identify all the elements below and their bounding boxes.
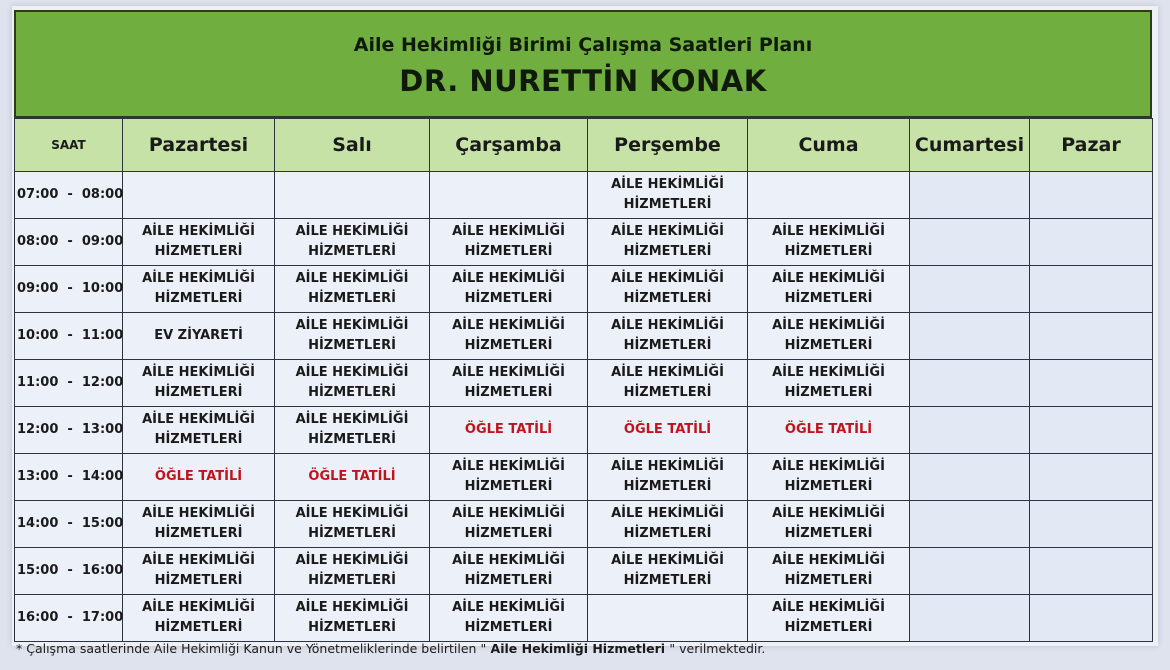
schedule-cell <box>910 360 1030 407</box>
schedule-cell <box>910 313 1030 360</box>
schedule-cell <box>910 595 1030 642</box>
schedule-cell <box>588 454 748 501</box>
schedule-body <box>15 172 1153 642</box>
time-slot: 12:00 - 13:00 <box>15 407 123 454</box>
schedule-cell <box>748 360 910 407</box>
activity-label: AİLE HEKİMLİĞİ HİZMETLERİ <box>772 506 885 541</box>
lunch-break-label: ÖĞLE TATİLİ <box>464 422 553 437</box>
schedule-cell <box>430 219 588 266</box>
schedule-cell <box>748 313 910 360</box>
table-row <box>15 407 1153 454</box>
schedule-cell <box>430 266 588 313</box>
footnote-emphasis: Aile Hekimliği Hizmetleri <box>486 641 670 656</box>
activity-label: AİLE HEKİMLİĞİ HİZMETLERİ <box>452 224 565 259</box>
schedule-cell <box>910 501 1030 548</box>
activity-label: AİLE HEKİMLİĞİ HİZMETLERİ <box>142 506 255 541</box>
activity-label: AİLE HEKİMLİĞİ HİZMETLERİ <box>142 553 255 588</box>
column-header-day: Perşembe <box>588 119 748 172</box>
activity-label: AİLE HEKİMLİĞİ HİZMETLERİ <box>295 271 409 306</box>
footnote-prefix: * Çalışma saatlerinde Aile Hekimliği Kanun ve Yönetmeliklerinde belirtilen " <box>16 641 487 656</box>
column-header-day: Çarşamba <box>430 119 588 172</box>
column-header-day: Cumartesi <box>910 119 1030 172</box>
schedule-cell <box>430 501 588 548</box>
schedule-cell <box>748 172 910 219</box>
schedule-cell <box>748 407 910 454</box>
activity-label: AİLE HEKİMLİĞİ HİZMETLERİ <box>772 224 885 259</box>
schedule-cell <box>275 172 430 219</box>
schedule-cell <box>275 407 430 454</box>
schedule-cell <box>123 219 275 266</box>
schedule-cell <box>430 407 588 454</box>
activity-label: AİLE HEKİMLİĞİ HİZMETLERİ <box>452 506 565 541</box>
column-header-day: Salı <box>275 119 430 172</box>
table-row <box>15 548 1153 595</box>
activity-label: AİLE HEKİMLİĞİ HİZMETLERİ <box>452 365 565 400</box>
activity-label: AİLE HEKİMLİĞİ HİZMETLERİ <box>772 600 885 635</box>
activity-label: AİLE HEKİMLİĞİ HİZMETLERİ <box>142 224 255 259</box>
table-row <box>15 454 1153 501</box>
schedule-cell <box>123 360 275 407</box>
activity-label: AİLE HEKİMLİĞİ HİZMETLERİ <box>295 224 409 259</box>
column-header-day: Pazartesi <box>123 119 275 172</box>
activity-label: AİLE HEKİMLİĞİ HİZMETLERİ <box>295 412 409 447</box>
schedule-cell <box>1030 595 1153 642</box>
schedule-cell <box>1030 407 1153 454</box>
activity-label: AİLE HEKİMLİĞİ HİZMETLERİ <box>295 600 409 635</box>
schedule-cell <box>588 219 748 266</box>
activity-label: AİLE HEKİMLİĞİ HİZMETLERİ <box>452 318 565 353</box>
schedule-cell <box>123 595 275 642</box>
schedule-cell <box>588 595 748 642</box>
table-row <box>15 595 1153 642</box>
lunch-break-label: ÖĞLE TATİLİ <box>308 469 396 484</box>
schedule-cell <box>588 501 748 548</box>
time-slot: 08:00 - 09:00 <box>15 219 123 266</box>
schedule-cell <box>588 548 748 595</box>
footnote-suffix: " verilmektedir. <box>669 641 766 656</box>
schedule-cell <box>748 454 910 501</box>
activity-label: AİLE HEKİMLİĞİ HİZMETLERİ <box>452 553 565 588</box>
schedule-cell <box>910 172 1030 219</box>
schedule-cell <box>748 266 910 313</box>
schedule-cell <box>588 407 748 454</box>
activity-label: AİLE HEKİMLİĞİ HİZMETLERİ <box>611 271 724 306</box>
schedule-cell <box>748 595 910 642</box>
table-row <box>15 219 1153 266</box>
schedule-cell <box>123 548 275 595</box>
time-slot: 14:00 - 15:00 <box>15 501 123 548</box>
schedule-cell <box>430 360 588 407</box>
schedule-cell <box>123 172 275 219</box>
activity-label: AİLE HEKİMLİĞİ HİZMETLERİ <box>142 271 255 306</box>
schedule-cell <box>588 360 748 407</box>
lunch-break-label: ÖĞLE TATİLİ <box>154 469 243 484</box>
activity-label: AİLE HEKİMLİĞİ HİZMETLERİ <box>611 318 724 353</box>
schedule-cell <box>430 595 588 642</box>
activity-label: AİLE HEKİMLİĞİ HİZMETLERİ <box>611 365 724 400</box>
activity-label: AİLE HEKİMLİĞİ HİZMETLERİ <box>295 318 409 353</box>
schedule-cell <box>1030 501 1153 548</box>
schedule-cell <box>123 313 275 360</box>
schedule-cell <box>275 548 430 595</box>
activity-label: AİLE HEKİMLİĞİ HİZMETLERİ <box>772 553 885 588</box>
schedule-cell <box>910 219 1030 266</box>
activity-label: AİLE HEKİMLİĞİ HİZMETLERİ <box>611 506 724 541</box>
schedule-cell <box>123 501 275 548</box>
schedule-cell <box>910 454 1030 501</box>
schedule-cell <box>1030 313 1153 360</box>
time-slot: 11:00 - 12:00 <box>15 360 123 407</box>
schedule-table <box>14 118 1153 642</box>
schedule-cell <box>430 454 588 501</box>
schedule-cell <box>275 219 430 266</box>
activity-label: AİLE HEKİMLİĞİ HİZMETLERİ <box>611 224 724 259</box>
schedule-subtitle: Aile Hekimliği Birimi Çalışma Saatleri Planı <box>353 34 813 56</box>
time-slot: 16:00 - 17:00 <box>15 595 123 642</box>
time-slot: 09:00 - 10:00 <box>15 266 123 313</box>
activity-label: AİLE HEKİMLİĞİ HİZMETLERİ <box>772 271 885 306</box>
time-slot: 07:00 - 08:00 <box>15 172 123 219</box>
schedule-cell <box>1030 548 1153 595</box>
schedule-header <box>14 10 1152 118</box>
time-slot: 13:00 - 14:00 <box>15 454 123 501</box>
schedule-cell <box>910 407 1030 454</box>
schedule-cell <box>275 266 430 313</box>
activity-label: AİLE HEKİMLİĞİ HİZMETLERİ <box>295 365 409 400</box>
table-row <box>15 313 1153 360</box>
schedule-cell <box>430 313 588 360</box>
schedule-cell <box>748 501 910 548</box>
schedule-cell <box>1030 266 1153 313</box>
schedule-cell <box>748 548 910 595</box>
time-slot: 15:00 - 16:00 <box>15 548 123 595</box>
schedule-cell <box>275 360 430 407</box>
activity-label: AİLE HEKİMLİĞİ HİZMETLERİ <box>772 365 885 400</box>
activity-label: AİLE HEKİMLİĞİ HİZMETLERİ <box>142 412 255 447</box>
schedule-cell <box>910 266 1030 313</box>
lunch-break-label: ÖĞLE TATİLİ <box>784 422 873 437</box>
schedule-cell <box>910 548 1030 595</box>
schedule-cell <box>123 266 275 313</box>
activity-label: AİLE HEKİMLİĞİ HİZMETLERİ <box>452 459 565 494</box>
column-header-day: Cuma <box>748 119 910 172</box>
activity-label: AİLE HEKİMLİĞİ HİZMETLERİ <box>772 318 885 353</box>
column-header-saat: SAAT <box>15 119 123 172</box>
activity-label: AİLE HEKİMLİĞİ HİZMETLERİ <box>611 459 724 494</box>
schedule-cell <box>430 548 588 595</box>
schedule-cell <box>275 595 430 642</box>
schedule-cell <box>588 266 748 313</box>
table-row <box>15 266 1153 313</box>
activity-label: AİLE HEKİMLİĞİ HİZMETLERİ <box>611 553 724 588</box>
activity-label: AİLE HEKİMLİĞİ HİZMETLERİ <box>611 177 724 212</box>
schedule-cell <box>430 172 588 219</box>
table-row <box>15 501 1153 548</box>
schedule-cell <box>123 407 275 454</box>
activity-label: AİLE HEKİMLİĞİ HİZMETLERİ <box>142 365 255 400</box>
schedule-cell <box>275 454 430 501</box>
activity-label: AİLE HEKİMLİĞİ HİZMETLERİ <box>772 459 885 494</box>
column-header-row <box>15 119 1153 172</box>
time-slot: 10:00 - 11:00 <box>15 313 123 360</box>
schedule-cell <box>1030 219 1153 266</box>
schedule-cell <box>1030 360 1153 407</box>
schedule-cell <box>275 501 430 548</box>
footnote <box>16 641 765 656</box>
schedule-cell <box>588 313 748 360</box>
table-row <box>15 172 1153 219</box>
activity-label: AİLE HEKİMLİĞİ HİZMETLERİ <box>452 271 565 306</box>
lunch-break-label: ÖĞLE TATİLİ <box>623 422 712 437</box>
activity-label: AİLE HEKİMLİĞİ HİZMETLERİ <box>452 600 565 635</box>
schedule-cell <box>1030 172 1153 219</box>
schedule-cell <box>275 313 430 360</box>
schedule-cell <box>1030 454 1153 501</box>
activity-label: AİLE HEKİMLİĞİ HİZMETLERİ <box>295 506 409 541</box>
schedule-cell <box>748 219 910 266</box>
schedule-cell <box>123 454 275 501</box>
schedule-cell <box>588 172 748 219</box>
column-header-day: Pazar <box>1030 119 1153 172</box>
table-row <box>15 360 1153 407</box>
activity-label: AİLE HEKİMLİĞİ HİZMETLERİ <box>295 553 409 588</box>
activity-label: EV ZİYARETİ <box>154 328 243 343</box>
doctor-name: DR. NURETTİN KONAK <box>399 64 767 98</box>
activity-label: AİLE HEKİMLİĞİ HİZMETLERİ <box>142 600 255 635</box>
